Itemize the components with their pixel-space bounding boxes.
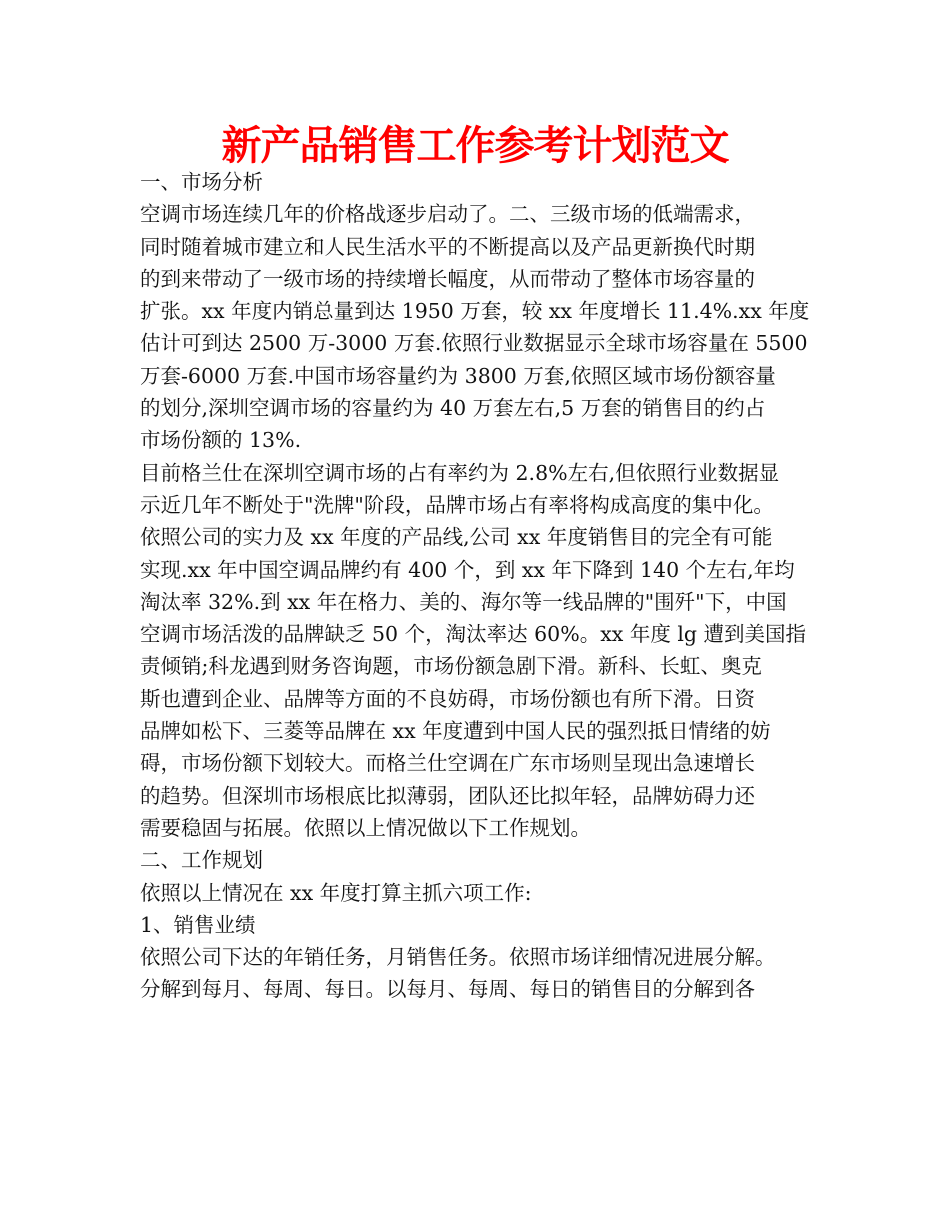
paragraph-line: 品牌如松下、三菱等品牌在 xx 年度遭到中国人民的强烈抵日情绪的妨 <box>140 719 771 744</box>
section-heading-market-analysis: 一、市场分析 <box>140 170 263 194</box>
paragraph-line: 空调市场连续几年的价格战逐步启动了。二、三级市场的低端需求， <box>140 202 755 227</box>
paragraph-line: 同时随着城市建立和人民生活水平的不断提高以及产品更新换代时期 <box>140 234 755 259</box>
paragraph-line: 依照公司下达的年销任务，月销售任务。依照市场详细情况进展分解。 <box>140 945 776 970</box>
paragraph-line: 扩张。xx 年度内销总量到达 1950 万套，较 xx 年度增长 11.4%.xx 年度 <box>140 299 810 324</box>
paragraph-line: 市场份额的 13%. <box>140 428 302 453</box>
paragraph-line: 空调市场活泼的品牌缺乏 50 个，淘汰率达 60%。xx 年度 lg 遭到美国指 <box>140 622 807 647</box>
paragraph-line: 实现.xx 年中国空调品牌约有 400 个，到 xx 年下降到 140 个左右,年均 <box>140 557 795 582</box>
paragraph-line: 的趋势。但深圳市场根底比拟薄弱，团队还比拟年轻，品牌妨碍力还 <box>140 783 755 808</box>
paragraph-line: 的划分,深圳空调市场的容量约为 40 万套左右,5 万套的销售目的约占 <box>140 396 766 421</box>
paragraph-line: 需要稳固与拓展。依照以上情况做以下工作规划。 <box>140 815 591 840</box>
section-heading-work-plan: 二、工作规划 <box>140 848 263 873</box>
paragraph-line: 的到来带动了一级市场的持续增长幅度，从而带动了整体市场容量的 <box>140 266 755 291</box>
paragraph-line: 碍，市场份额下划较大。而格兰仕空调在广东市场则呈现出急速增长 <box>140 751 755 776</box>
paragraph-line: 依照以上情况在 xx 年度打算主抓六项工作: <box>140 880 532 905</box>
paragraph-line: 斯也遭到企业、品牌等方面的不良妨碍，市场份额也有所下滑。日资 <box>140 686 755 711</box>
subsection-heading-sales-performance: 1、销售业绩 <box>140 912 256 937</box>
paragraph-line: 目前格兰仕在深圳空调市场的占有率约为 2.8%左右,但依照行业数据显 <box>140 460 780 485</box>
paragraph-line: 分解到每月、每周、每日。以每月、每周、每日的销售目的分解到各 <box>140 977 755 1002</box>
paragraph-line: 示近几年不断处于"洗牌"阶段，品牌市场占有率将构成高度的集中化。 <box>140 492 774 517</box>
document-title: 新产品销售工作参考计划范文 <box>221 123 729 169</box>
paragraph-line: 万套-6000 万套.中国市场容量约为 3800 万套,依照区域市场份额容量 <box>140 363 776 388</box>
document-body <box>140 166 840 1006</box>
paragraph-line: 依照公司的实力及 xx 年度的产品线,公司 xx 年度销售目的完全有可能 <box>140 525 773 550</box>
paragraph-line: 估计可到达 2500 万-3000 万套.依照行业数据显示全球市场容量在 5500 <box>140 331 808 356</box>
paragraph-line: 责倾销;科龙遇到财务咨询题，市场份额急剧下滑。新科、长虹、奥克 <box>140 654 762 679</box>
paragraph-line: 淘汰率 32%.到 xx 年在格力、美的、海尔等一线品牌的"围歼"下，中国 <box>140 589 787 614</box>
